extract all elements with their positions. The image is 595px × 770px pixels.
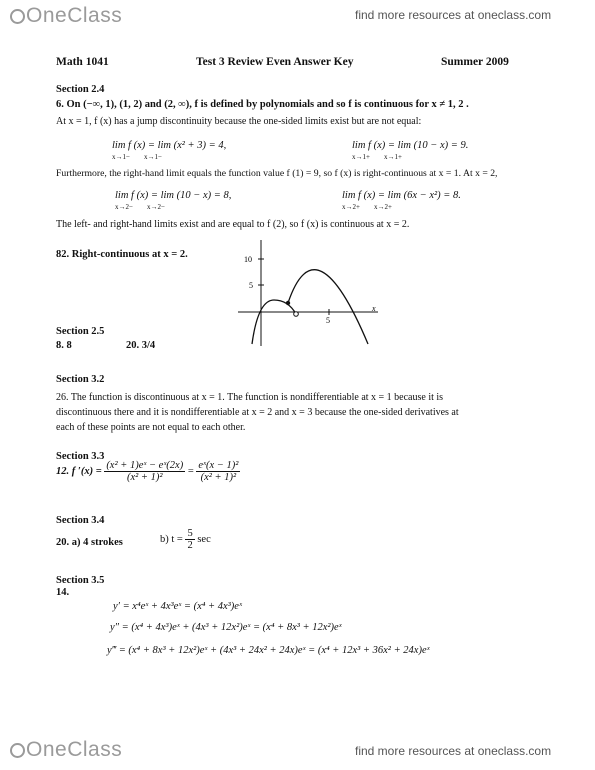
logo-ring-icon xyxy=(10,9,25,24)
answer-20: 20. 3/4 xyxy=(126,340,156,351)
problem-12-lead: 12. f ′(x) = xyxy=(56,466,102,477)
answer-20b xyxy=(160,528,211,551)
problem-82: 82. Right-continuous at x = 2. xyxy=(56,249,188,260)
second-derivative: y″ = (x⁴ + 4x³)eˣ + (4x³ + 12x²)eˣ = (x⁴ + 8x³ + 12x²)eˣ xyxy=(110,622,342,633)
problem-82-graph xyxy=(238,240,388,350)
limit-left-x2: lim f (x) = lim (10 − x) = 8, xyxy=(115,190,232,201)
problem-14-number: 14. xyxy=(56,587,70,598)
answer-20b-lead: b) t = xyxy=(160,534,183,545)
answer-20b-denominator: 2 xyxy=(187,540,193,551)
fraction-2 xyxy=(196,460,240,483)
problem-6-line-2: Furthermore, the right-hand limit equals the function value f (1) = 9, so f (x) is right-continuous at x = 1. At x = 2, xyxy=(56,168,498,179)
first-derivative: y′ = x⁴eˣ + 4x³eˣ = (x⁴ + 4x³)eˣ xyxy=(113,601,242,612)
fraction-2-denominator: (x² + 1)² xyxy=(200,472,237,483)
limit-left-x1-sub: x→1− x→1− xyxy=(112,153,162,161)
problem-12-derivative xyxy=(56,460,240,483)
equals-sign: = xyxy=(187,466,194,477)
label-y-5: 5 xyxy=(249,281,253,290)
fraction-1 xyxy=(104,460,185,483)
limit-right-x1: lim f (x) = lim (10 − x) = 9. xyxy=(352,140,469,151)
problem-6-statement: 6. On (−∞, 1), (1, 2) and (2, ∞), f is defined by polynomials and so f is continuous for x ≠ 1, 2 . xyxy=(56,99,469,110)
oneclass-logo-bottom: OneClass xyxy=(10,738,122,762)
third-derivative: y‴ = (x⁴ + 8x³ + 12x²)eˣ + (4x³ + 24x² + 24x)eˣ = (x⁴ + 12x³ + 36x² + 24x)eˣ xyxy=(107,645,430,656)
problem-26-line-3: each of these points are not equal to each other. xyxy=(56,422,246,433)
label-y-10: 10 xyxy=(244,255,252,264)
section-3-5-heading: Section 3.5 xyxy=(56,575,105,586)
term: Summer 2009 xyxy=(441,56,509,68)
answer-20b-fraction xyxy=(185,528,194,551)
graph-left-curve xyxy=(252,300,296,344)
answer-20a: 20. a) 4 strokes xyxy=(56,537,123,548)
limit-right-x2-sub: x→2+ x→2+ xyxy=(342,203,392,211)
problem-26-line-1: 26. The function is discontinuous at x = 1. The function is nondifferentiable at x = 1 because it is xyxy=(56,392,444,403)
fraction-2-numerator: eˣ(x − 1)² xyxy=(198,460,239,471)
section-3-3-heading: Section 3.3 xyxy=(56,451,105,462)
graph-open-point xyxy=(294,312,299,317)
limit-right-x2: lim f (x) = lim (6x − x²) = 8. xyxy=(342,190,461,201)
problem-6-line-3: The left- and right-hand limits exist and are equal to f (2), so f (x) is continuous at x = 2. xyxy=(56,219,410,230)
resources-link-bottom[interactable]: find more resources at oneclass.com xyxy=(355,744,552,758)
section-3-4-heading: Section 3.4 xyxy=(56,515,105,526)
problem-6-line-1: At x = 1, f (x) has a jump discontinuity because the one-sided limits exist but are not equal: xyxy=(56,116,422,127)
oneclass-logo-top: OneClass xyxy=(10,4,122,28)
limit-left-x2-sub: x→2− x→2− xyxy=(115,203,165,211)
limit-right-x1-sub: x→1+ x→1+ xyxy=(352,153,402,161)
answer-20b-unit: sec xyxy=(197,534,211,545)
answer-8: 8. 8 xyxy=(56,340,72,351)
document-title: Test 3 Review Even Answer Key xyxy=(196,56,354,68)
section-3-2-heading: Section 3.2 xyxy=(56,374,105,385)
resources-link-top[interactable]: find more resources at oneclass.com xyxy=(355,8,552,22)
section-2-4-heading: Section 2.4 xyxy=(56,84,105,95)
label-x-5: 5 xyxy=(326,316,330,325)
fraction-1-numerator: (x² + 1)eˣ − eˣ(2x) xyxy=(106,460,184,471)
answer-20b-numerator: 5 xyxy=(187,528,193,539)
problem-26-line-2: discontinuous there and it is nondifferentiable at x = 2 and x = 3 because the one-sided derivatives at xyxy=(56,407,459,418)
graph-right-parabola xyxy=(288,270,368,344)
limit-left-x1: lim f (x) = lim (x² + 3) = 4, xyxy=(112,140,227,151)
section-2-5-heading: Section 2.5 xyxy=(56,326,105,337)
logo-ring-icon xyxy=(10,743,25,758)
label-x-axis: x xyxy=(372,304,376,313)
fraction-1-denominator: (x² + 1)² xyxy=(126,472,163,483)
course-name: Math 1041 xyxy=(56,56,109,68)
